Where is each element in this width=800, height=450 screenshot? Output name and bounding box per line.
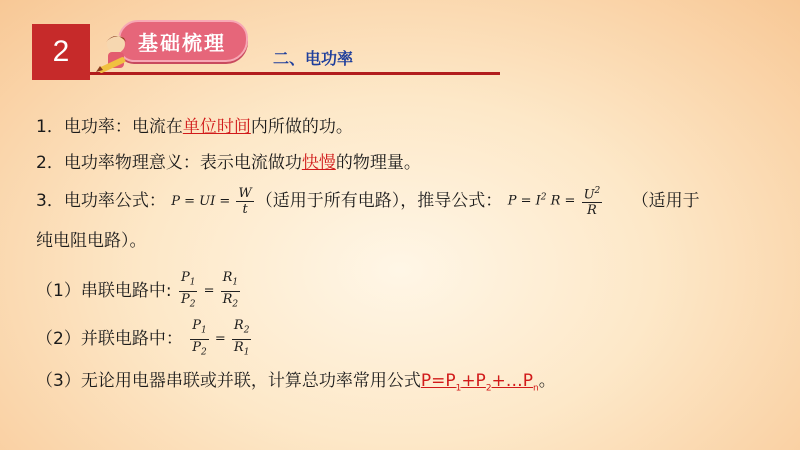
fraction bbox=[190, 318, 208, 360]
numerator bbox=[190, 318, 208, 340]
fraction bbox=[221, 270, 241, 312]
text: 1．电功率：电流在 bbox=[36, 117, 183, 137]
girl-with-pencil-icon bbox=[94, 30, 142, 78]
formula-text: P=P bbox=[420, 371, 456, 391]
fraction bbox=[236, 186, 253, 217]
text: （1）串联电路中: bbox=[36, 281, 172, 302]
formula-text: +P bbox=[461, 371, 486, 391]
p-symbol: P bbox=[192, 318, 201, 333]
p-symbol: P bbox=[180, 270, 190, 285]
p-symbol: P bbox=[180, 291, 190, 307]
denominator bbox=[190, 340, 208, 361]
subscript: 2 bbox=[200, 347, 207, 358]
subscript: 2 bbox=[243, 325, 250, 336]
highlight-speed: 快慢 bbox=[301, 153, 336, 173]
denominator bbox=[179, 292, 197, 313]
fraction bbox=[179, 270, 197, 312]
formula-text: P = I bbox=[507, 193, 541, 209]
section-number: 2 bbox=[32, 24, 90, 80]
parallel-formula bbox=[188, 318, 253, 360]
highlight-unit-time: 单位时间 bbox=[182, 117, 251, 137]
subscript: 2 bbox=[189, 299, 196, 310]
u-symbol: U bbox=[583, 187, 595, 203]
header-underline bbox=[90, 72, 500, 75]
numerator bbox=[582, 184, 603, 203]
equals: = bbox=[214, 331, 226, 347]
text: 2．电功率物理意义：表示电流做功 bbox=[36, 153, 302, 173]
formula-text: R = bbox=[550, 193, 576, 209]
r-symbol: R bbox=[222, 291, 233, 307]
power-formula bbox=[171, 186, 256, 217]
subscript: 2 bbox=[232, 299, 239, 310]
total-power-line bbox=[36, 366, 556, 393]
subscript: n bbox=[533, 383, 539, 394]
text: （2）并联电路中： bbox=[36, 329, 183, 350]
denominator: R bbox=[587, 203, 597, 219]
subscript: 1 bbox=[189, 277, 196, 288]
fraction bbox=[582, 184, 603, 218]
text: （适用于所有电路），推导公式： bbox=[255, 191, 503, 212]
numerator bbox=[179, 270, 197, 292]
fraction bbox=[232, 318, 252, 360]
formula-text: P = UI = bbox=[171, 193, 231, 209]
formula-line-cont: 纯电阻电路）。 bbox=[36, 231, 147, 251]
subscript: 1 bbox=[455, 383, 462, 394]
denominator: t bbox=[242, 201, 248, 217]
formula-line bbox=[36, 184, 700, 218]
text: 内所做的功。 bbox=[250, 117, 353, 137]
exponent: 2 bbox=[540, 192, 547, 203]
parallel-line bbox=[36, 318, 253, 360]
definition-line bbox=[36, 112, 353, 137]
subscript: 1 bbox=[232, 277, 239, 288]
derived-formula bbox=[508, 184, 605, 218]
r-symbol: R bbox=[222, 270, 233, 285]
text: 3．电功率公式： bbox=[36, 191, 166, 212]
r-symbol: R bbox=[233, 339, 244, 355]
badge-label: 基础梳理 bbox=[138, 31, 226, 55]
total-power-formula bbox=[420, 371, 539, 394]
denominator bbox=[221, 292, 241, 313]
exponent: 2 bbox=[594, 186, 601, 196]
series-formula bbox=[177, 270, 242, 312]
text: 。 bbox=[538, 371, 556, 391]
equals: = bbox=[203, 283, 215, 299]
section-title: 二、电功率 bbox=[273, 49, 354, 68]
r-symbol: R bbox=[233, 318, 244, 333]
subscript: 2 bbox=[485, 383, 492, 394]
numerator bbox=[232, 318, 252, 340]
numerator bbox=[221, 270, 241, 292]
p-symbol: P bbox=[192, 339, 201, 355]
subscript: 1 bbox=[200, 325, 207, 336]
series-line bbox=[36, 270, 242, 312]
meaning-line bbox=[36, 148, 421, 173]
text: （3）无论用电器串联或并联，计算总功率常用公式 bbox=[36, 371, 421, 391]
formula-text: +…P bbox=[491, 371, 534, 391]
text: （适用于 bbox=[631, 191, 700, 212]
subscript: 1 bbox=[243, 347, 250, 358]
denominator bbox=[232, 340, 252, 361]
numerator: W bbox=[238, 185, 252, 201]
text: 的物理量。 bbox=[335, 153, 421, 173]
